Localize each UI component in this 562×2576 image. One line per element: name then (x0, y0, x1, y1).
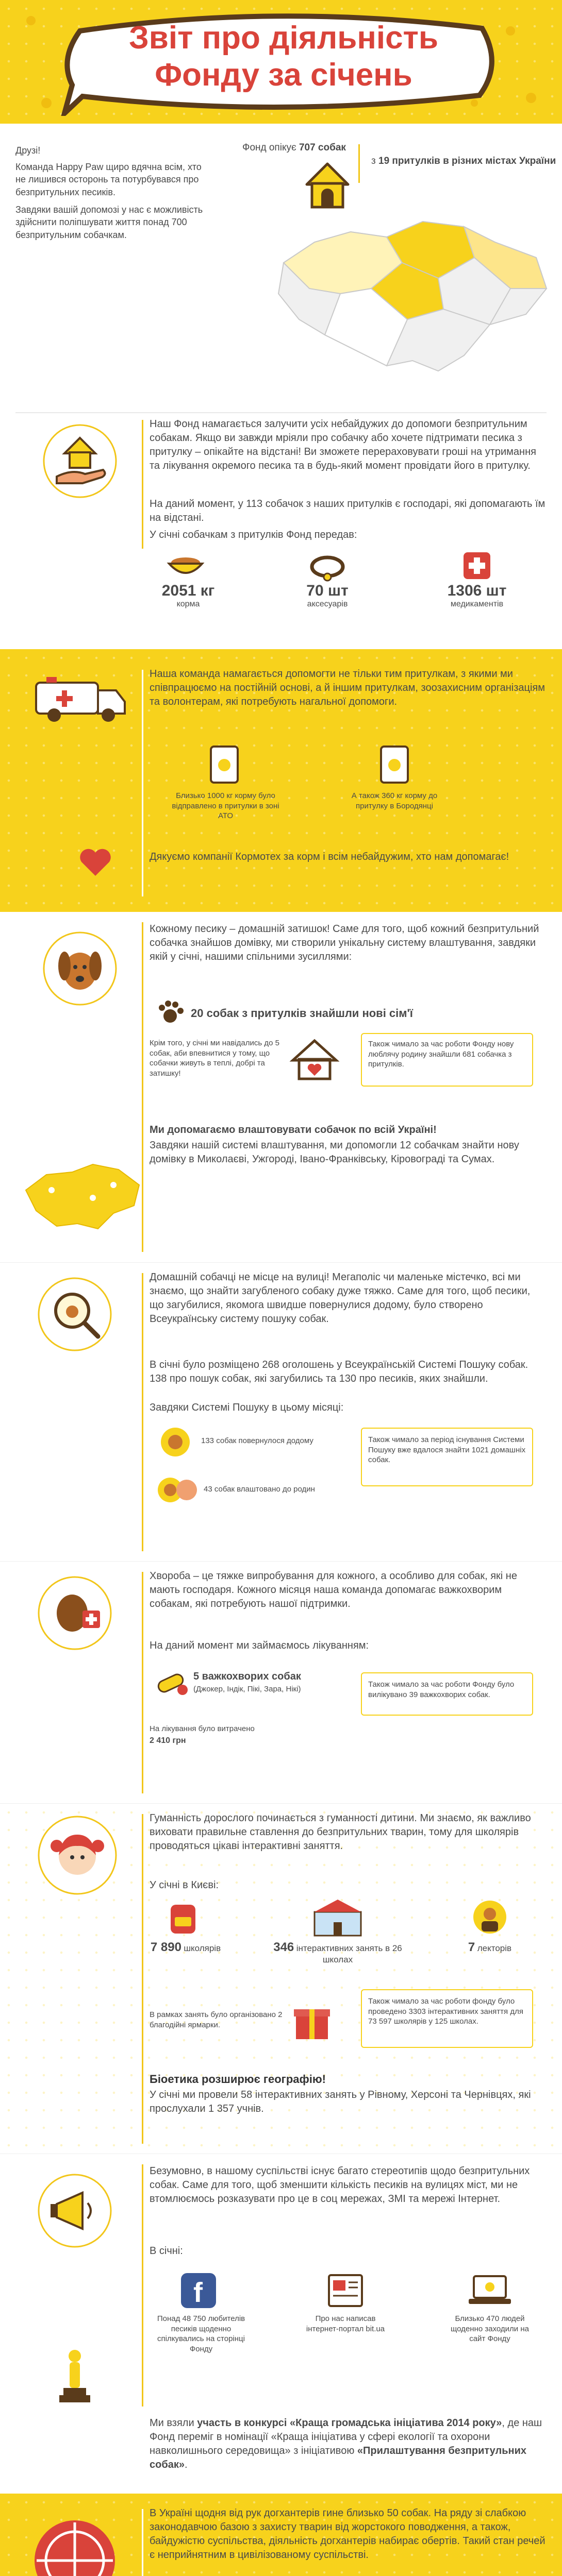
treatment-paragraph-1: Хвороба – це тяжке випробування для кожного, а особливо для собак, які не мають господаря. Кожного місяця наша команда допомагає важкохворим собакам, які потребують нашої підтримки. (150, 1570, 517, 1609)
treatment-divider (142, 1572, 143, 1793)
search-paragraph-1: Домашній собачці не місце на вулиці! Мегаполіс чи маленьке містечко, всі ми знаємо, що знайти загубленого собаку дуже тяжко. Саме для того, щоб песики, що загубилися, якомога швидше повернулися додому, було створено Всеукраїнську систему пошуку собак. (150, 1272, 531, 1325)
education-geo-text: У січні ми провели 58 інтерактивних занять у Рівному, Херсоні та Чернівцях, які прослухали 1 357 учнів. (150, 2089, 531, 2114)
care-paragraph-3: У січні собачкам з притулків Фонд передав: (150, 529, 357, 540)
care-paragraph-2: На даний момент, у 113 собачок з наших притулків є господарі, які допомагають їм на відстані. (150, 498, 546, 523)
education-geo-title: Біоетика розширює географію! (150, 2073, 326, 2086)
map-dogs-count: 707 собак (299, 142, 346, 153)
food-label: корма (176, 600, 200, 608)
facebook-icon (178, 2270, 219, 2311)
education-divider (142, 1814, 143, 2144)
medicine-label: медикаментів (450, 600, 504, 608)
pills-icon (155, 1667, 191, 1698)
accessories-label: аксесуарів (307, 600, 348, 608)
help-thanks: Дякуємо компанії Кормотех за корм і всім небайдужим, хто нам допомагає! (150, 851, 509, 862)
doghunting-paragraph-1: В Україні щодня від рук догхантерів гине близько 50 собак. На ряду зі слабкою законодавчою базою з захисту тварин від жорстокого поводження, а також, байдужістю суспільства, діяльність догхантерів набирає обертів. Такий стан речей є неприйнятним в цивілізованому суспільстві. (150, 2507, 546, 2561)
intro-result: Завдяки вашій допомозі у нас є можливість здійснити поліпшувати життя понад 700 безпритульним собачкам. (15, 205, 203, 240)
food-stat (150, 582, 227, 609)
dog-head-icon (41, 930, 119, 1007)
map-shelters-count: 19 притулків в різних містах України (378, 156, 556, 166)
adoption-regions-text: Завдяки нашій системі влаштування, ми допомогли 12 собачкам знайти нову домівку в Миколаєві, Ужгороді, Івано-Франківську, Кіровограді та Сумах. (150, 1140, 519, 1165)
adoption-total-box (361, 1033, 533, 1087)
adoption-regions-title: Ми допомагаємо влаштовувати собачок по всій Україні! (150, 1124, 437, 1136)
food-bowl-icon (165, 551, 206, 582)
map-caption (242, 141, 531, 155)
treatment-total-text: Також чимало за час роботи Фонду було вилікувано 39 важкохворих собак. (368, 1680, 515, 1699)
help-divider (142, 670, 143, 896)
map-caption-prefix: Фонд опікує (242, 142, 296, 153)
media-bit-text: Про нас написав інтернет-портал bit.ua (306, 2314, 385, 2333)
care-divider (142, 420, 143, 549)
help-borodyanka-text: А також 360 кг корму до притулку в Бородянці (351, 791, 438, 810)
intro-thanks: Команда Happy Paw щиро вдячна всім, хто не лишився осторонь та потурбувався про безпритульних песиків. (15, 162, 202, 197)
ukraine-map-icon (268, 201, 557, 397)
medicine-value: 1306 шт (447, 582, 507, 599)
adoption-section (0, 912, 562, 1262)
medicine-box-icon (456, 547, 498, 583)
house-outline-icon (289, 1036, 340, 1082)
food-bag-icon-borodyanka (374, 739, 415, 786)
dog-home-icon (155, 1422, 196, 1459)
intro-section (0, 124, 562, 412)
treatment-total-box (361, 1672, 533, 1716)
care-paragraph-1: Наш Фонд намагається залучити усіх небайдужих до допомоги безпритульним собакам. Якщо ви завжди мріяли про собачку або хочете підтримати песика з притулку – опікайте на відстані! Ви зможете перераховувати гроші на утримання та лікування окремого песика та в будь-який момент провідати його в притулку. (150, 418, 536, 471)
svg-text:f: f (193, 2277, 203, 2308)
adoption-paragraph: Кожному песику – домашній затишок! Саме для того, щоб кожний безпритульний собачка знайшов домівку, ми створили унікальну систему влаштування, завдяки якій у січні, нашими спільними зусиллями: (150, 923, 539, 962)
search-total-box (361, 1428, 533, 1486)
media-paragraph: Безумовно, в нашому суспільстві існує багато стереотипів щодо безпритульних собак. Саме для того, щоб зменшити кількість песиків на вулицях міст, ми не втомлюємось розказувати про це в соц мережах, ЗМІ та мережі Інтернет. (150, 2165, 530, 2205)
header-section (0, 0, 562, 124)
divider (15, 412, 547, 413)
award-section (0, 2416, 562, 2494)
food-bag-icon-ato (204, 739, 245, 786)
treatment-spent-label: На лікування було витрачено (150, 1724, 255, 1733)
paw-heart-icon (155, 998, 186, 1029)
map-connector-line (358, 144, 360, 183)
help-section (0, 649, 562, 912)
education-section (0, 1803, 562, 2154)
treatment-names: (Джокер, Індік, Пікі, Зара, Нікі) (193, 1685, 301, 1693)
lecturers-value: 7 (468, 1940, 475, 1954)
laptop-icon (467, 2270, 513, 2311)
collar-icon (307, 551, 348, 582)
media-site-text: Близько 470 людей щоденно заходили на сайт Фонду (451, 2314, 529, 2343)
help-paragraph: Наша команда намагається допомогти не тільки тим притулкам, з якими ми співпрацюємо на постійній основі, а й іншим притулкам, зоозахисним організаціям та волонтерам, які потребують нагальної допомоги. (150, 668, 545, 707)
search-family-stat: 43 собак влаштовано до родин (204, 1485, 315, 1494)
students-value: 7 890 (150, 1940, 181, 1954)
treatment-section (0, 1561, 562, 1803)
ukraine-small-map-icon (21, 1154, 144, 1236)
lessons-stat (273, 1940, 402, 1965)
report-title-line2: Фонду за січень (155, 57, 412, 93)
search-home-stat: 133 собак повернулося додому (201, 1436, 313, 1445)
adoption-found: 20 собак з притулків знайшли нові сім'ї (191, 1007, 413, 1020)
search-divider (142, 1273, 143, 1551)
school-building-icon (309, 1896, 366, 1938)
dog-family-icon (155, 1471, 201, 1507)
adoption-side-note: Крім того, у січні ми навідались до 5 собак, аби впевнитися у тому, що собачки живуть в теплі, добрі та затишку! (150, 1039, 279, 1078)
megaphone-icon (36, 2172, 113, 2249)
media-divider (142, 2164, 143, 2406)
award-text (150, 2416, 547, 2472)
doghunting-section (0, 2494, 562, 2576)
magnifier-dog-icon (36, 1276, 113, 1353)
map-caption-mid: з (371, 156, 376, 166)
hand-with-house-icon (41, 422, 119, 500)
map-caption-2 (371, 155, 557, 168)
help-ato-text: Близько 1000 кг корму було відправлено в притулки в зоні АТО (172, 791, 279, 820)
food-value: 2051 кг (161, 582, 215, 599)
girl-icon (36, 1814, 119, 1896)
lessons-value: 346 (273, 1940, 294, 1954)
accessories-value: 70 шт (306, 582, 349, 599)
education-total-box (361, 1989, 533, 2048)
media-month: В січні: (150, 2245, 183, 2257)
medicine-stat (433, 582, 521, 609)
search-paragraph-2: В січні було розміщено 268 оголошень у Всеукраїнській Системі Пошуку собак. 138 про пошук собак, які загубились та 130 про песиків, яких знайшли. (150, 1359, 528, 1384)
search-paragraph-3: Завдяки Системі Пошуку в цьому місяці: (150, 1402, 344, 1413)
students-label: школярів (184, 1943, 221, 1953)
newspaper-icon (325, 2270, 366, 2311)
gift-icon (289, 1997, 335, 2043)
award-line: Ми взяли участь в конкурсі «Краща громадська ініціатива 2014 року», де наш Фонд переміг в номінації «Краща ініціатива у сфері екології та охорони навколишнього середовища» з ініціативою «Прилаштування безпритульних собак». (150, 2417, 542, 2470)
award-statue-icon (49, 2345, 101, 2406)
backpack-icon (162, 1896, 204, 1938)
ambulance-icon (31, 670, 129, 726)
heart-icon (77, 848, 113, 878)
doghunting-divider (142, 2509, 143, 2576)
treatment-paragraph-2: На даний момент ми займаємось лікуванням: (150, 1640, 369, 1651)
adoption-total-text: Також чимало за час роботи Фонду нову люблячу родину знайшли 681 собачка з притулків. (368, 1040, 514, 1069)
intro-greeting: Друзі! (15, 145, 41, 156)
lecturer-icon (469, 1896, 510, 1938)
care-section (0, 412, 562, 649)
students-stat (144, 1940, 227, 1955)
treatment-sick-count: 5 важкохворих собак (193, 1671, 301, 1682)
education-paragraph: Гуманність дорослого починається з гуманності дитини. Ми знаємо, як важливо виховати правильне ставлення до безпритульних тварин, тому для школярів проводяться цікаві інтерактивні заняття. (150, 1812, 531, 1852)
education-city: У січні в Києві: (150, 1879, 219, 1891)
search-total-text: Також чимало за період існування Системи Пошуку вже вдалося знайти 1021 домашніх собак. (368, 1435, 526, 1464)
report-title-line1: Звіт про діяльність (128, 20, 439, 56)
lecturers-label: лекторів (477, 1943, 512, 1953)
sick-dog-icon (36, 1574, 113, 1652)
education-charity: В рамках занять було організовано 2 благодійні ярмарки. (150, 2010, 283, 2029)
accessories-stat (289, 582, 366, 609)
education-total-text: Також чимало за час роботи фонду було проведено 3303 інтерактивних заняття для 73 597 школярів у 125 школах. (368, 1997, 523, 2026)
search-section (0, 1262, 562, 1561)
crosshair-icon (28, 2514, 121, 2576)
lessons-label: інтерактивних занять в 26 школах (296, 1943, 402, 1964)
lecturers-stat (454, 1940, 526, 1955)
media-facebook-text: Понад 48 750 любителів песиків щоденно спілкувались на сторінці Фонду (157, 2314, 245, 2353)
treatment-spent-value: 2 410 грн (150, 1736, 186, 1745)
media-section (0, 2154, 562, 2416)
